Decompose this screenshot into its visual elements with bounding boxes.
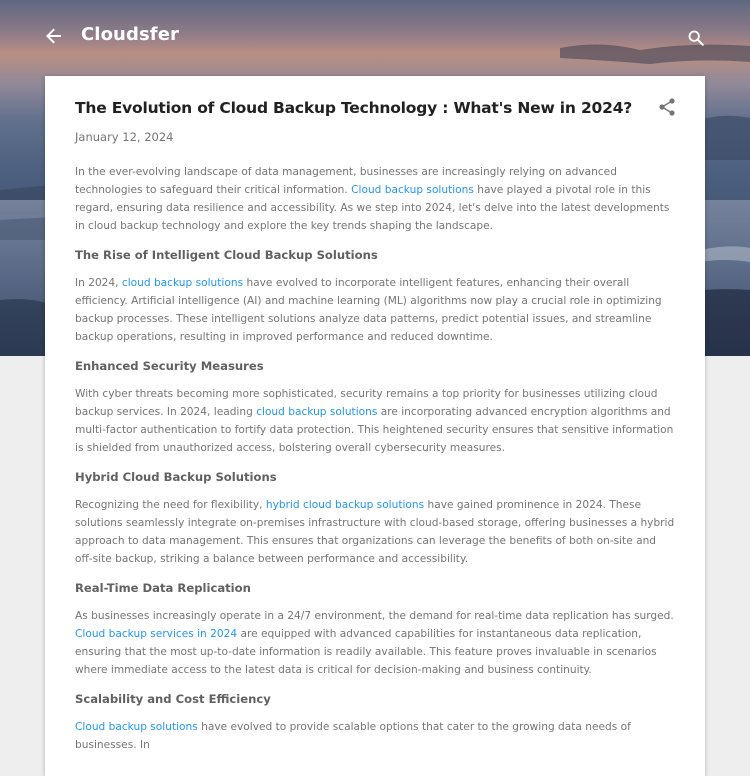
intro-paragraph: In the ever-evolving landscape of data management, businesses are increasingly relying on advanced technologies to safeguard their critical information. Cloud backup solutions have played a pivotal role in this regard, ensuring data resilience and accessibility. As we step into 2024, let's delve into the latest developments in cloud backup technology and explore the key trends shaping the landscape. xyxy=(75,166,670,232)
share-button[interactable] xyxy=(656,96,678,118)
cloud-backup-solutions-link[interactable]: Cloud backup solutions xyxy=(75,721,198,733)
cloud-backup-services-2024-link[interactable]: Cloud backup services in 2024 xyxy=(75,628,238,640)
section-paragraph: With cyber threats becoming more sophisticated, security remains a top priority for businesses utilizing cloud backup services. In 2024, leading cloud backup solutions are incorporating advanced encryption algorithms and multi-factor authentication to fortify data protection. This heightened security ensures that sensitive information is shielded from unauthorized access, bolstering overall cybersecurity measures. xyxy=(75,388,674,454)
hybrid-cloud-backup-solutions-link[interactable]: hybrid cloud backup solutions xyxy=(265,499,425,511)
post-body xyxy=(75,163,676,765)
share-icon xyxy=(656,96,678,118)
section-paragraph: Cloud backup solutions have evolved to provide scalable options that cater to the growing data needs of businesses. In xyxy=(75,721,631,751)
cloud-backup-solutions-link[interactable]: Cloud backup solutions xyxy=(351,184,474,196)
section-heading: Enhanced Security Measures xyxy=(75,359,264,373)
post-date: January 12, 2024 xyxy=(75,130,174,144)
top-app-bar xyxy=(0,0,750,72)
section-heading: Hybrid Cloud Backup Solutions xyxy=(75,470,277,484)
arrow-back-icon xyxy=(46,28,62,44)
section-heading: Real-Time Data Replication xyxy=(75,581,251,595)
post-card xyxy=(45,76,705,776)
section-paragraph: As businesses increasingly operate in a 24/7 environment, the demand for real-time data replication has surged. Cloud backup services in 2024 are equipped with advanced capabilities for instantaneous data replication, ensuring that the most up-to-date information is readily available. This feature proves invaluable in scenarios where immediate access to the latest data is critical for decision-making and business continuity. xyxy=(75,610,674,676)
section-heading: The Rise of Intelligent Cloud Backup Solutions xyxy=(75,248,378,262)
search-icon xyxy=(688,30,704,46)
section-heading: Scalability and Cost Efficiency xyxy=(75,692,271,706)
back-button[interactable] xyxy=(40,22,68,50)
post-title: The Evolution of Cloud Backup Technology : What's New in 2024? xyxy=(75,99,633,117)
search-button[interactable] xyxy=(682,24,710,52)
blog-title[interactable]: Cloudsfer xyxy=(81,24,179,45)
section-paragraph: Recognizing the need for flexibility, hybrid cloud backup solutions have gained prominence in 2024. These solutions seamlessly integrate on-premises infrastructure with cloud-based storage, offering businesses a hybrid approach to data management. This ensures that organizations can leverage the benefits of both on-site and off-site backup, striking a balance between performance and accessibility. xyxy=(75,499,675,565)
section-paragraph: In 2024, cloud backup solutions have evolved to incorporate intelligent features, enhancing their overall efficiency. Artificial intelligence (AI) and machine learning (ML) algorithms now play a crucial role in optimizing backup processes. These intelligent solutions analyze data patterns, predict potential issues, and streamline backup operations, resulting in improved performance and reduced downtime. xyxy=(75,277,662,343)
cloud-backup-solutions-link[interactable]: cloud backup solutions xyxy=(121,277,244,289)
cloud-backup-solutions-link[interactable]: cloud backup solutions xyxy=(256,406,378,418)
